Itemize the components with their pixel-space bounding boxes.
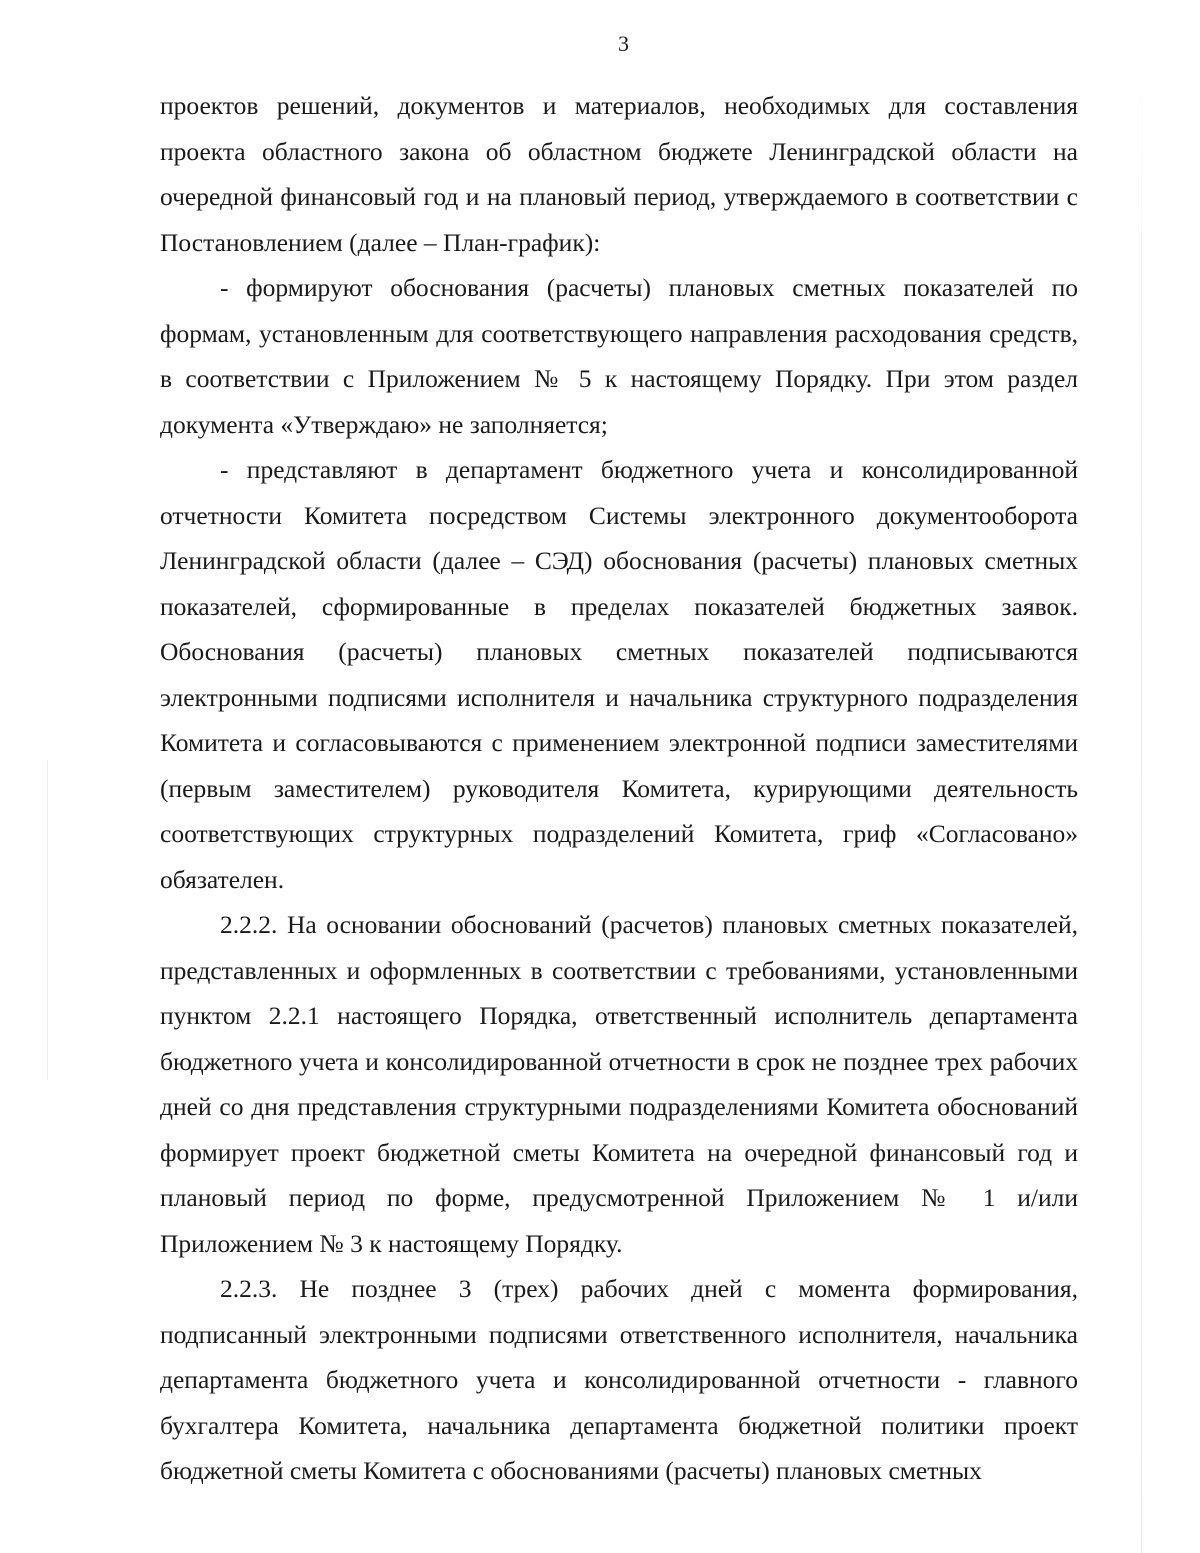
paragraph-2-2-2: 2.2.2. На основании обоснований (расчетов) плановых сметных показателей, представленных и оформленных в соответствии с требованиями, установленными пунктом 2.2.1 настоящего Порядка, ответственный исполнитель департамента бюджетного учета и консолидированной отчетности в срок не позднее трех рабочих дней со дня представления структурными подразделениями Комитета обоснований формирует проект бюджетной сметы Комитета на очередной финансовый год и плановый период по форме, предусмотренной Приложением № 1 и/или Приложением № 3 к настоящему Порядку. [160,910,1078,1258]
paragraph-bullet-form: - формируют обоснования (расчеты) плановых сметных показателей по формам, установленным для соответствующего направления расходования средств, в соответствии с Приложением № 5 к настоящему Порядку. При этом раздел документа «Утверждаю» не заполняется; [160,273,1078,439]
scan-edge-shadow-left [47,760,48,1080]
document-body [160,83,1078,1494]
paragraph-continuation: проектов решений, документов и материалов, необходимых для составления проекта областного закона об областном бюджете Ленинградской области на очередной финансовый год и на плановый период, утверждаемого в соответствии с Постановлением (далее – План-график): [160,91,1078,257]
page-number: 3 [618,31,629,56]
paragraph-2-2-3: 2.2.3. Не позднее 3 (трех) рабочих дней с момента формирования, подписанный электронными подписями ответственного исполнителя, начальника департамента бюджетного учета и консолидированной отчетности - главного бухгалтера Комитета, начальника департамента бюджетной политики проект бюджетной сметы Комитета с обоснованиями (расчеты) плановых сметных [160,1274,1078,1485]
paragraph-bullet-submit: - представляют в департамент бюджетного учета и консолидированной отчетности Комитета посредством Системы электронного документооборота Ленинградской области (далее – СЭД) обоснования (расчеты) плановых сметных показателей, сформированные в пределах показателей бюджетных заявок. Обоснования (расчеты) плановых сметных показателей подписываются электронными подписями исполнителя и начальника структурного подразделения Комитета и согласовываются с применением электронной подписи заместителями (первым заместителем) руководителя Комитета, курирующими деятельность соответствующих структурных подразделений Комитета, гриф «Согласовано» обязателен. [160,455,1078,894]
scan-edge-shadow [1141,0,1142,1553]
